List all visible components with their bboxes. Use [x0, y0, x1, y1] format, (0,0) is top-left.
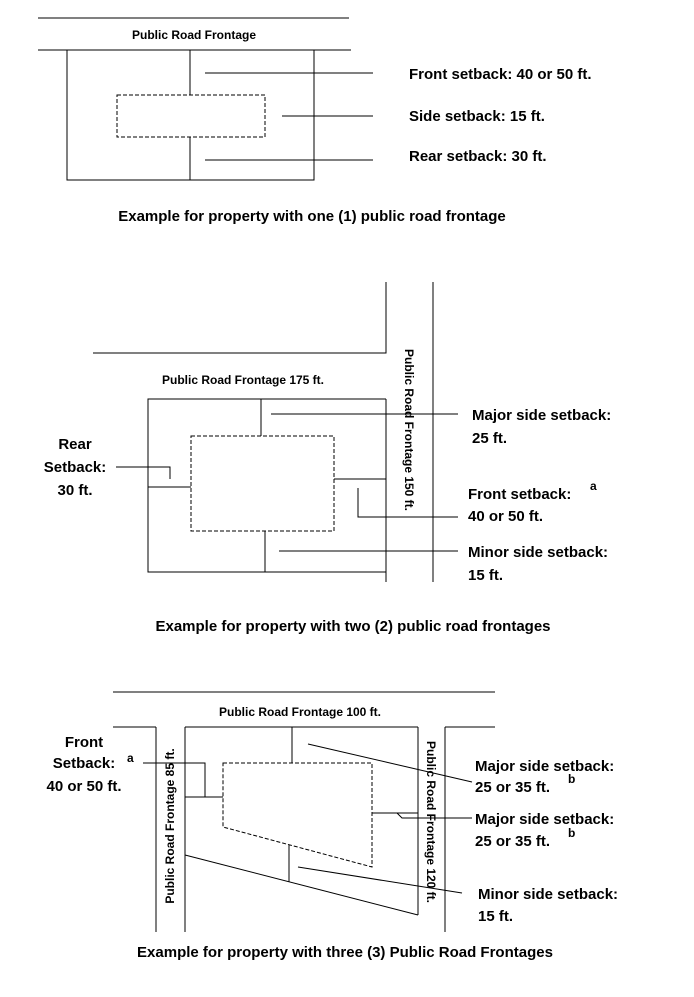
front-label-1: Front — [64, 734, 104, 751]
front-footnote-a: a — [127, 751, 134, 765]
road-label-top: Public Road Frontage 175 ft. — [161, 373, 325, 387]
major-side-label-1: Major side setback: — [472, 407, 612, 424]
diagram-one-frontage — [38, 18, 592, 225]
diagram-two-frontages — [44, 282, 611, 635]
major-side-label-2: 25 ft. — [472, 430, 508, 447]
minor-side-label-1: Minor side setback: — [478, 886, 619, 903]
minor-side-label-2: 15 ft. — [478, 908, 514, 925]
side-setback-label: Side setback: 15 ft. — [409, 108, 545, 125]
building-envelope — [117, 95, 265, 137]
rear-label-3: 30 ft. — [57, 482, 93, 499]
road-label-right: Public Road Frontage 150 ft. — [402, 348, 416, 512]
minor-side-label-1: Minor side setback: — [468, 544, 609, 561]
front-label-2: 40 or 50 ft. — [468, 508, 544, 525]
front-label-2: Setback: — [52, 755, 116, 772]
building-envelope — [223, 763, 372, 867]
major-side-top-footnote-b: b — [568, 772, 576, 786]
front-footnote-a: a — [590, 479, 597, 493]
caption: Example for property with three (3) Public Road Frontages — [137, 944, 553, 961]
road-label-top: Public Road Frontage 100 ft. — [218, 705, 382, 719]
caption: Example for property with one (1) public road frontage — [118, 208, 506, 225]
lot-rear-boundary — [185, 855, 418, 915]
diagram-three-frontages — [46, 692, 618, 961]
front-label-1: Front setback: — [468, 486, 572, 503]
rear-setback-label: Rear setback: 30 ft. — [409, 148, 547, 165]
lot-boundary — [148, 399, 386, 572]
rear-label-1: Rear — [58, 436, 92, 453]
road-corner-inner — [93, 282, 386, 353]
minor-side-label-2: 15 ft. — [468, 567, 504, 584]
road-label-right: Public Road Frontage 120 ft. — [424, 740, 438, 904]
major-side-right-label-2: 25 or 35 ft. — [475, 833, 551, 850]
road-label-left: Public Road Frontage 85 ft. — [163, 748, 177, 904]
major-side-top-label-1: Major side setback: — [475, 758, 615, 775]
front-setback-label: Front setback: 40 or 50 ft. — [409, 66, 592, 83]
major-side-right-label-1: Major side setback: — [475, 811, 615, 828]
building-envelope — [191, 436, 334, 531]
caption: Example for property with two (2) public road frontages — [155, 618, 551, 635]
major-side-right-footnote-b: b — [568, 826, 576, 840]
front-label-3: 40 or 50 ft. — [46, 778, 122, 795]
road-label: Public Road Frontage — [131, 28, 257, 42]
rear-label-2: Setback: — [43, 459, 107, 476]
major-side-top-label-2: 25 or 35 ft. — [475, 779, 551, 796]
rear-leader — [116, 467, 170, 479]
